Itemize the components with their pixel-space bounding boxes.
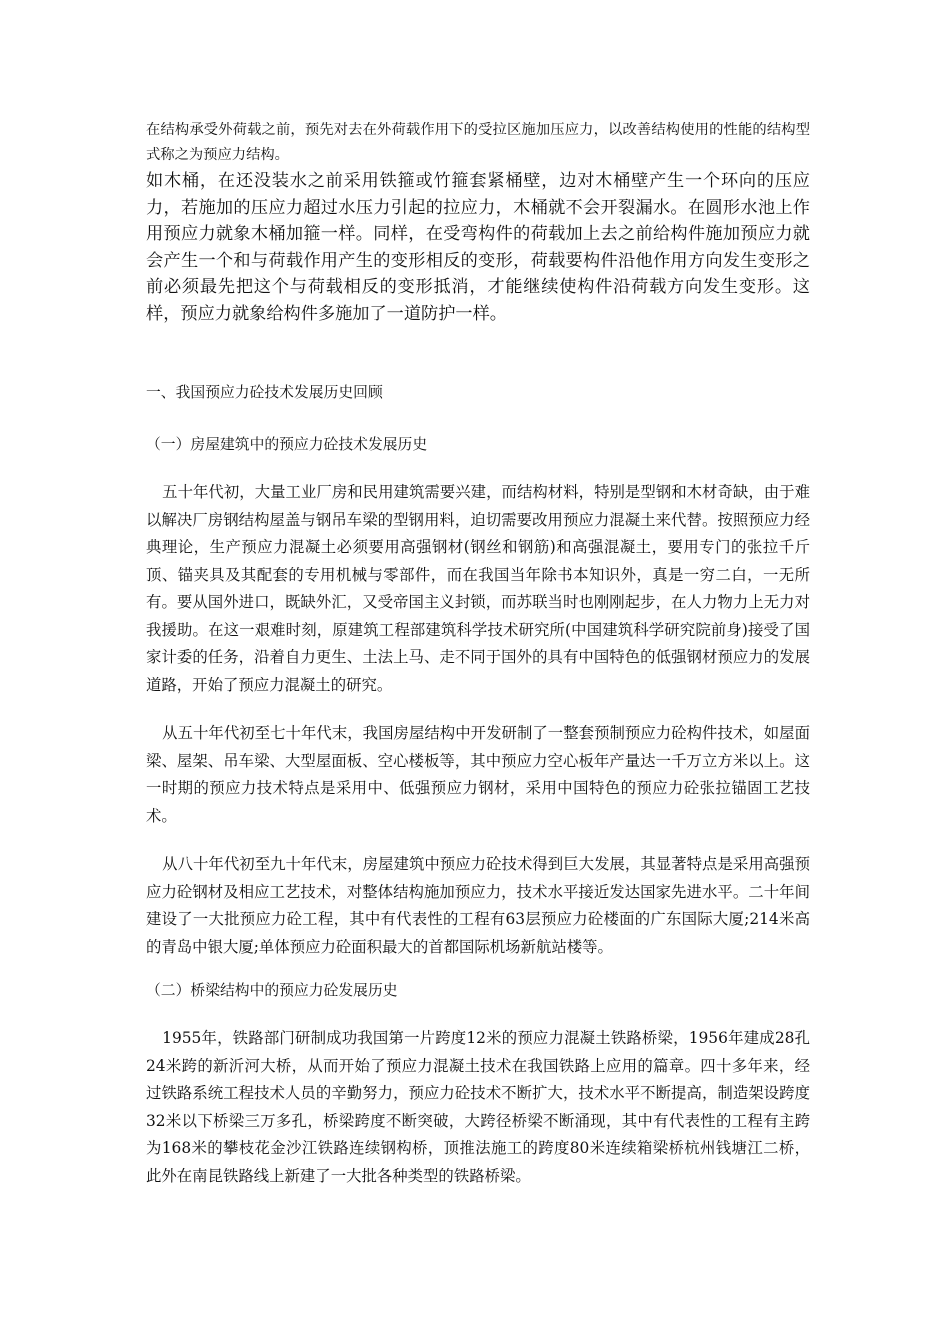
spacer — [146, 458, 810, 479]
spacer — [146, 1004, 810, 1025]
spacer — [146, 699, 810, 720]
intro-definition-paragraph: 在结构承受外荷载之前，预先对去在外荷载作用下的受拉区施加压应力，以改善结构使用的性能的结构型式称之为预应力结构。 — [146, 122, 810, 163]
housing-paragraph-3: 从八十年代初至九十年代末，房屋建筑中预应力砼技术得到巨大发展，其显著特点是采用高强预应力砼钢材及相应工艺技术，对整体结构施加预应力，技术水平接近发达国家先进水平。二十年间建设了一大批预应力砼工程，其中有代表性的工程有63层预应力砼楼面的广东国际大厦;214米高的青岛中银大厦;单体预应力砼面积最大的首都国际机场新航站楼等。 — [146, 855, 810, 956]
housing-paragraph-2: 从五十年代初至七十年代末，我国房屋结构中开发研制了一整套预制预应力砼构件技术，如屋面梁、屋架、吊车梁、大型屋面板、空心楼板等，其中预应力空心板年产量达一千万立方米以上。这一时期的预应力技术特点是采用中、低强预应力钢材，采用中国特色的预应力砼张拉锚固工艺技术。 — [146, 724, 810, 825]
spacer — [146, 830, 810, 851]
spacer — [146, 961, 810, 978]
spacer — [146, 406, 810, 432]
intro-example-paragraph: 如木桶，在还没装水之前采用铁箍或竹箍套紧桶壁，边对木桶壁产生一个环向的压应力，若施加的压应力超过水压力引起的拉应力，木桶就不会开裂漏水。在圆形水池上作用预应力就象木桶加箍一样。同样，在受弯构件的荷载加上去之前给构件施加预应力就会产生一个和与荷载作用产生的变形相反的变形，荷载要构件沿他作用方向发生变形之前必须最先把这个与荷载相反的变形抵消，才能继续使构件沿荷载方向发生变形。这样，预应力就象给构件多施加了一道防护一样。 — [146, 171, 810, 324]
subsection-heading-bridge: （二）桥梁结构中的预应力砼发展历史 — [146, 982, 398, 999]
spacer — [146, 327, 810, 380]
housing-paragraph-1: 五十年代初，大量工业厂房和民用建筑需要兴建，而结构材料，特别是型钢和木材奇缺，由于难以解决厂房钢结构屋盖与钢吊车梁的型钢用料，迫切需要改用预应力混凝土来代替。按照预应力经典理论，生产预应力混凝土必须要用高强钢材(钢丝和钢筋)和高强混凝土，要用专门的张拉千斤顶、锚夹具及其配套的专用机械与零部件，而在我国当年除书本知识外，真是一穷二白，一无所有。要从国外进口，既缺外汇，又受帝国主义封锁，而苏联当时也刚刚起步，在人力物力上无力对我援助。在这一艰难时刻，原建筑工程部建筑科学技术研究所(中国建筑科学研究院前身)接受了国家计委的任务，沿着自力更生、土法上马、走不同于国外的具有中国特色的低强钢材预应力的发展道路，开始了预应力混凝土的研究。 — [146, 483, 810, 694]
section-heading: 一、我国预应力砼技术发展历史回顾 — [146, 384, 383, 401]
bridge-paragraph-1: 1955年，铁路部门研制成功我国第一片跨度12米的预应力混凝土铁路桥梁，1956年建成28孔24米跨的新沂河大桥，从而开始了预应力混凝土技术在我国铁路上应用的篇章。四十多年来，经过铁路系统工程技术人员的辛勤努力，预应力砼技术不断扩大，技术水平不断提高，制造架设跨度32米以下桥梁三万多孔，桥梁跨度不断突破，大跨径桥梁不断涌现，其中有代表性的工程有主跨为168米的攀枝花金沙江铁路连续钢构桥，顶推法施工的跨度80米连续箱梁桥杭州钱塘江二桥，此外在南昆铁路线上新建了一大批各种类型的铁路桥梁。 — [146, 1029, 810, 1185]
subsection-heading-housing: （一）房屋建筑中的预应力砼技术发展历史 — [146, 436, 428, 453]
document-page — [146, 118, 810, 1190]
